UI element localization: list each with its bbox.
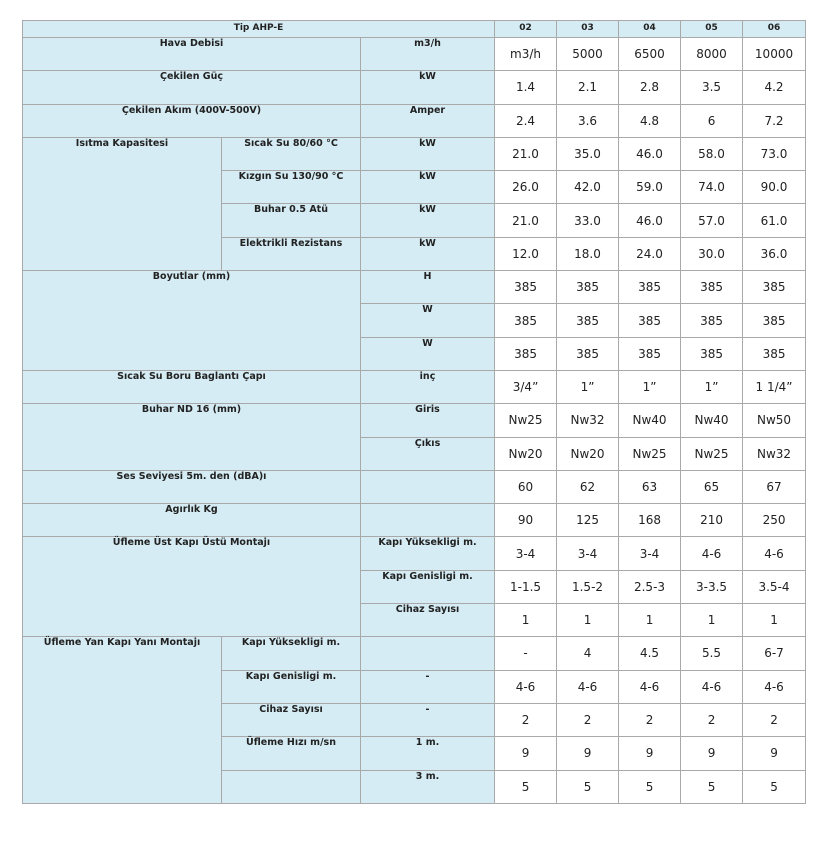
- value-cell: Nw25: [495, 404, 557, 437]
- table-row: [23, 137, 806, 170]
- unit-cell: [361, 470, 495, 503]
- value-cell: 30.0: [681, 237, 743, 270]
- value-cell: 18.0: [557, 237, 619, 270]
- value-cell: 385: [743, 271, 806, 304]
- unit-cell: W: [361, 337, 495, 370]
- value-cell: 33.0: [557, 204, 619, 237]
- row-label: Çekilen Akım (400V-500V): [23, 104, 361, 137]
- row-label: Hava Debisi: [23, 38, 361, 71]
- value-cell: 4-6: [495, 670, 557, 703]
- value-cell: 90.0: [743, 171, 806, 204]
- unit-cell: -: [361, 670, 495, 703]
- value-cell: 24.0: [619, 237, 681, 270]
- value-cell: 90: [495, 504, 557, 537]
- group-label: Üfleme Üst Kapı Üstü Montajı: [23, 537, 361, 637]
- spec-table: [22, 20, 806, 804]
- value-cell: 250: [743, 504, 806, 537]
- unit-cell: [361, 637, 495, 670]
- group-label: Üfleme Yan Kapı Yanı Montajı: [23, 637, 222, 803]
- model-header: 06: [743, 21, 806, 38]
- value-cell: 9: [681, 737, 743, 770]
- value-cell: 210: [681, 504, 743, 537]
- value-cell: 5: [681, 770, 743, 803]
- table-row: [23, 71, 806, 104]
- unit-cell: Giris: [361, 404, 495, 437]
- model-header: 02: [495, 21, 557, 38]
- group-label: Buhar ND 16 (mm): [23, 404, 361, 471]
- unit-cell: 1 m.: [361, 737, 495, 770]
- value-cell: 4-6: [619, 670, 681, 703]
- unit-cell: H: [361, 271, 495, 304]
- value-cell: 385: [557, 337, 619, 370]
- value-cell: 385: [619, 304, 681, 337]
- value-cell: 385: [619, 271, 681, 304]
- value-cell: 46.0: [619, 137, 681, 170]
- sub-label: Sıcak Su 80/60 °C: [222, 137, 361, 170]
- value-cell: 21.0: [495, 137, 557, 170]
- unit-cell: -: [361, 703, 495, 736]
- value-cell: 5.5: [681, 637, 743, 670]
- value-cell: 60: [495, 470, 557, 503]
- table-row: [23, 504, 806, 537]
- value-cell: m3/h: [495, 38, 557, 71]
- row-label: Sıcak Su Boru Baglantı Çapı: [23, 370, 361, 403]
- table-row: [23, 38, 806, 71]
- unit-cell: Amper: [361, 104, 495, 137]
- unit-cell: Kapı Yüksekligi m.: [361, 537, 495, 570]
- table-row: [23, 104, 806, 137]
- unit-cell: Kapı Genisligi m.: [361, 570, 495, 603]
- value-cell: 4.8: [619, 104, 681, 137]
- value-cell: 1: [495, 604, 557, 637]
- unit-cell: kW: [361, 204, 495, 237]
- value-cell: 2.1: [557, 71, 619, 104]
- value-cell: Nw20: [557, 437, 619, 470]
- value-cell: 385: [495, 271, 557, 304]
- value-cell: 42.0: [557, 171, 619, 204]
- value-cell: 12.0: [495, 237, 557, 270]
- value-cell: 2.5-3: [619, 570, 681, 603]
- model-header: 03: [557, 21, 619, 38]
- table-header-row: [23, 21, 806, 38]
- table-row: [23, 470, 806, 503]
- table-row: [23, 637, 806, 670]
- unit-cell: Çıkıs: [361, 437, 495, 470]
- value-cell: 61.0: [743, 204, 806, 237]
- value-cell: 2: [495, 703, 557, 736]
- table-row: [23, 404, 806, 437]
- value-cell: Nw32: [557, 404, 619, 437]
- value-cell: 125: [557, 504, 619, 537]
- value-cell: 385: [681, 304, 743, 337]
- unit-cell: kW: [361, 137, 495, 170]
- value-cell: 5000: [557, 38, 619, 71]
- value-cell: 2.4: [495, 104, 557, 137]
- unit-cell: kW: [361, 71, 495, 104]
- value-cell: 4-6: [557, 670, 619, 703]
- value-cell: 385: [681, 337, 743, 370]
- value-cell: 4-6: [681, 537, 743, 570]
- value-cell: 5: [557, 770, 619, 803]
- table-row: [23, 537, 806, 570]
- value-cell: 67: [743, 470, 806, 503]
- value-cell: 3-3.5: [681, 570, 743, 603]
- group-label: Boyutlar (mm): [23, 271, 361, 371]
- value-cell: 4.2: [743, 71, 806, 104]
- value-cell: 7.2: [743, 104, 806, 137]
- value-cell: 58.0: [681, 137, 743, 170]
- value-cell: 26.0: [495, 171, 557, 204]
- value-cell: 73.0: [743, 137, 806, 170]
- value-cell: 36.0: [743, 237, 806, 270]
- model-header: 05: [681, 21, 743, 38]
- sub-label: Kapı Yüksekligi m.: [222, 637, 361, 670]
- row-label: Ses Seviyesi 5m. den (dBA)ı: [23, 470, 361, 503]
- unit-cell: 3 m.: [361, 770, 495, 803]
- header-type-label: Tip AHP-E: [23, 21, 495, 38]
- value-cell: 9: [743, 737, 806, 770]
- value-cell: 385: [495, 337, 557, 370]
- value-cell: 46.0: [619, 204, 681, 237]
- sub-label: Kapı Genisligi m.: [222, 670, 361, 703]
- unit-cell: m3/h: [361, 38, 495, 71]
- value-cell: 21.0: [495, 204, 557, 237]
- value-cell: Nw32: [743, 437, 806, 470]
- value-cell: 3-4: [495, 537, 557, 570]
- value-cell: 1: [619, 604, 681, 637]
- value-cell: 385: [743, 304, 806, 337]
- value-cell: 3-4: [557, 537, 619, 570]
- value-cell: 4-6: [681, 670, 743, 703]
- value-cell: 385: [619, 337, 681, 370]
- unit-cell: [361, 504, 495, 537]
- value-cell: Nw20: [495, 437, 557, 470]
- unit-cell: kW: [361, 237, 495, 270]
- value-cell: 1”: [681, 370, 743, 403]
- value-cell: 57.0: [681, 204, 743, 237]
- value-cell: -: [495, 637, 557, 670]
- value-cell: 3.6: [557, 104, 619, 137]
- value-cell: 6500: [619, 38, 681, 71]
- value-cell: 168: [619, 504, 681, 537]
- value-cell: 1-1.5: [495, 570, 557, 603]
- unit-cell: kW: [361, 171, 495, 204]
- unit-cell: W: [361, 304, 495, 337]
- value-cell: 5: [619, 770, 681, 803]
- value-cell: 2: [557, 703, 619, 736]
- value-cell: Nw50: [743, 404, 806, 437]
- value-cell: Nw25: [681, 437, 743, 470]
- model-header: 04: [619, 21, 681, 38]
- unit-cell: Cihaz Sayısı: [361, 604, 495, 637]
- value-cell: 4: [557, 637, 619, 670]
- value-cell: 63: [619, 470, 681, 503]
- sub-label: Üfleme Hızı m/sn: [222, 737, 361, 770]
- row-label: Çekilen Güç: [23, 71, 361, 104]
- value-cell: 6-7: [743, 637, 806, 670]
- value-cell: 1 1/4”: [743, 370, 806, 403]
- value-cell: 2: [619, 703, 681, 736]
- value-cell: 3-4: [619, 537, 681, 570]
- table-row: [23, 271, 806, 304]
- value-cell: 385: [495, 304, 557, 337]
- value-cell: Nw40: [681, 404, 743, 437]
- value-cell: 4-6: [743, 670, 806, 703]
- value-cell: 8000: [681, 38, 743, 71]
- value-cell: 1.5-2: [557, 570, 619, 603]
- value-cell: 5: [495, 770, 557, 803]
- value-cell: 2: [743, 703, 806, 736]
- value-cell: 385: [557, 304, 619, 337]
- value-cell: 3.5-4: [743, 570, 806, 603]
- value-cell: Nw25: [619, 437, 681, 470]
- value-cell: 385: [557, 271, 619, 304]
- value-cell: 74.0: [681, 171, 743, 204]
- value-cell: 10000: [743, 38, 806, 71]
- value-cell: 2: [681, 703, 743, 736]
- value-cell: 4.5: [619, 637, 681, 670]
- table-row: [23, 370, 806, 403]
- sub-label: Elektrikli Rezistans: [222, 237, 361, 270]
- value-cell: 9: [619, 737, 681, 770]
- value-cell: 1”: [557, 370, 619, 403]
- sub-label: Kızgın Su 130/90 °C: [222, 171, 361, 204]
- value-cell: 5: [743, 770, 806, 803]
- sub-label: Cihaz Sayısı: [222, 703, 361, 736]
- value-cell: 9: [495, 737, 557, 770]
- value-cell: 65: [681, 470, 743, 503]
- value-cell: 9: [557, 737, 619, 770]
- value-cell: 3/4”: [495, 370, 557, 403]
- value-cell: 1: [743, 604, 806, 637]
- value-cell: 3.5: [681, 71, 743, 104]
- value-cell: 35.0: [557, 137, 619, 170]
- sub-label: Buhar 0.5 Atü: [222, 204, 361, 237]
- value-cell: 385: [743, 337, 806, 370]
- value-cell: 1: [557, 604, 619, 637]
- value-cell: 62: [557, 470, 619, 503]
- unit-cell: inç: [361, 370, 495, 403]
- value-cell: 1”: [619, 370, 681, 403]
- value-cell: 2.8: [619, 71, 681, 104]
- value-cell: 6: [681, 104, 743, 137]
- value-cell: 59.0: [619, 171, 681, 204]
- row-label: Agırlık Kg: [23, 504, 361, 537]
- value-cell: 385: [681, 271, 743, 304]
- sub-label: [222, 770, 361, 803]
- group-label: Isıtma Kapasitesi: [23, 137, 222, 270]
- value-cell: 4-6: [743, 537, 806, 570]
- value-cell: Nw40: [619, 404, 681, 437]
- value-cell: 1.4: [495, 71, 557, 104]
- value-cell: 1: [681, 604, 743, 637]
